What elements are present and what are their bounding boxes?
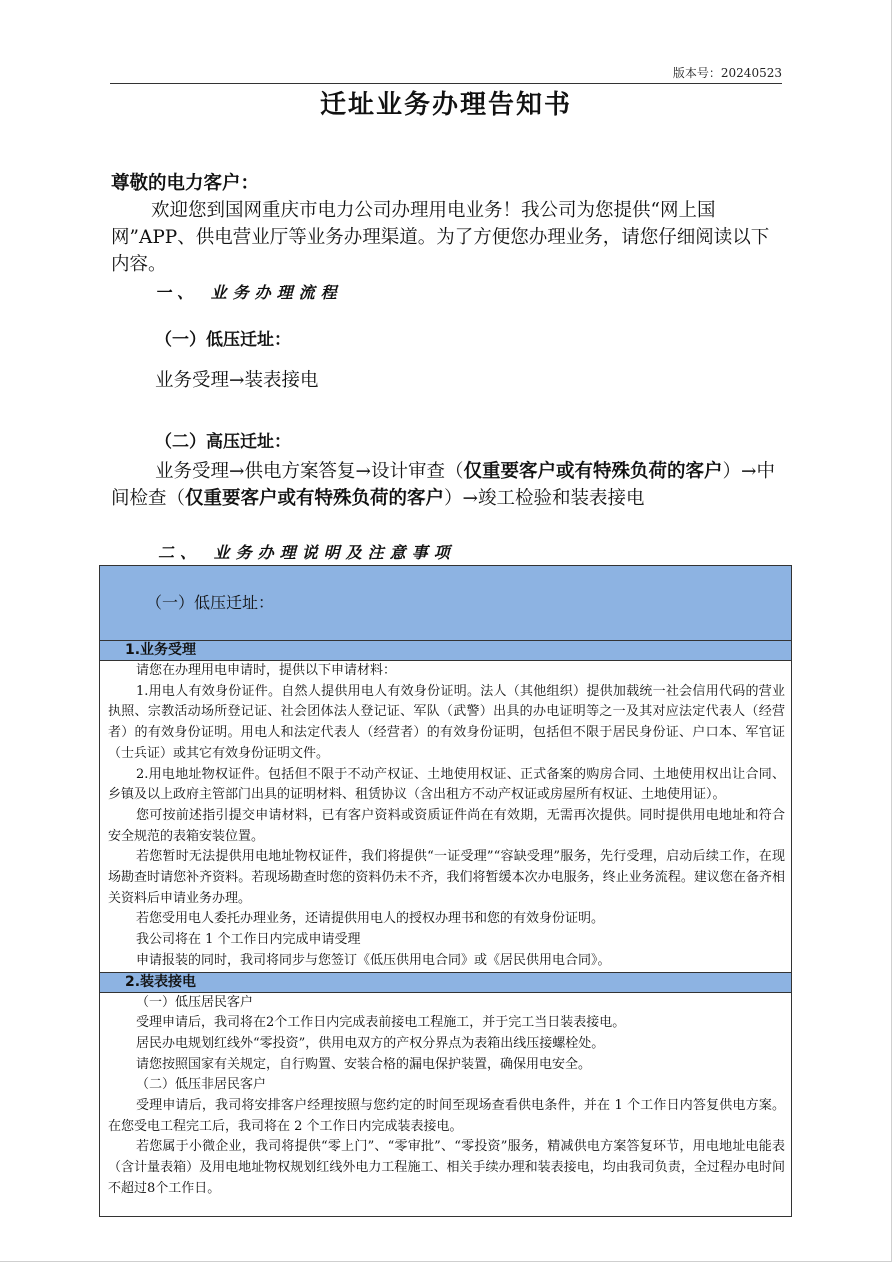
paragraph: 我公司将在 1 个工作日内完成申请受理 — [136, 932, 361, 948]
high-voltage-flow — [111, 458, 787, 512]
row-title-installation: 2.装表接电 — [100, 972, 791, 993]
salutation: 尊敬的电力客户： — [111, 173, 260, 194]
paragraph: 受理申请后，我司将在2个工作日内完成表前接电工程施工，并于完工当日装表接电。 — [136, 1015, 626, 1031]
paragraph: 2.用电地址物权证件。包括但不限于不动产权证、土地使用权证、正式备案的购房合同、土地使用权出让合同、乡镇及以上政府主管部门出具的证明材料、租赁协议（含出租方不动产权证或房屋所有权证、土地使用证）。 — [108, 766, 785, 803]
table-band-title: （一）低压迁址： — [146, 593, 275, 612]
paragraph: 受理申请后，我司将安排客户经理按照与您约定的时间至现场查看供电条件，并在 1 个工作日内答复供电方案。在您受电工程完工后，我司将在 2 个工作日内完成装表接电。 — [108, 1098, 785, 1134]
installation-content — [100, 993, 791, 1200]
paragraph: 若您暂时无法提供用电地址物权证件，我们将提供“一证受理”“容缺受理”服务，先行受理，启动后续工作，在现场勘查时请您补齐资料。若现场勘查时您的资料仍未不齐，我们将暂缓本次办电服务，终止业务流程。建议您在备齐相关资料后申请业务办理。 — [108, 849, 785, 906]
paragraph: 1.用电人有效身份证件。自然人提供用电人有效身份证明。法人（其他组织）提供加载统一社会信用代码的营业执照、宗教活动场所登记证、社会团体法人登记证、军队（武警）出具的办电证明等之一及其对应法定代表人（经营者）的有效身份证明。用电人和法定代表人（经营者）的有效身份证明，包括但不限于居民身份证、户口本、军官证（士兵证）或其它有效身份证明文件。 — [108, 683, 785, 761]
low-voltage-flow: 业务受理→装表接电 — [155, 370, 319, 391]
flow-text: 业务受理→供电方案答复→设计审查（ — [155, 461, 464, 482]
flow-note: 仅重要客户或有特殊负荷的客户 — [463, 461, 723, 482]
low-voltage-heading: （一）低压迁址： — [155, 330, 291, 350]
acceptance-content — [100, 661, 791, 972]
paragraph: 若您受用电人委托办理业务，还请提供用电人的授权办理书和您的有效身份证明。 — [136, 911, 605, 927]
paragraph: 居民办电规划红线外“零投资”，供用电双方的产权分界点为表箱出线压接螺栓处。 — [136, 1035, 605, 1051]
flow-note: 仅重要客户或有特殊负荷的客户 — [185, 488, 445, 509]
section-heading-notes: 二、 业务办理说明及注意事项 — [158, 543, 456, 562]
paragraph: 若您属于小微企业，我司将提供“零上门”、“零审批”、“零投资”服务，精减供电方案答复环节，用电地址电能表（含计量表箱）及用电地址物权规划红线外电力工程施工、相关手续办理和装表接电，均由我司负责，全过程办电时间不超过8个工作日。 — [108, 1139, 785, 1196]
row-title-acceptance: 1.业务受理 — [100, 641, 791, 661]
version-number: 版本号：20240523 — [672, 66, 782, 80]
flow-text: ）→竣工检验和装表接电 — [444, 488, 645, 509]
high-voltage-heading: （二）高压迁址： — [155, 432, 291, 452]
paragraph: 请您按照国家有关规定，自行购置、安装合格的漏电保护装置，确保用电安全。 — [136, 1056, 592, 1072]
flow-text: ）→中间检查（ — [111, 461, 776, 509]
document-title: 迁址业务办理告知书 — [319, 90, 572, 120]
table-band-header — [100, 566, 791, 641]
notes-table — [99, 565, 792, 1217]
paragraph: 请您在办理用电申请时，提供以下申请材料： — [136, 663, 397, 678]
intro-paragraph: 欢迎您到国网重庆市电力公司办理用电业务！我公司为您提供“网上国网”APP、供电营业厅等业务办理渠道。为了方便您办理业务，请您仔细阅读以下内容。 — [111, 200, 770, 275]
paragraph: 申请报装的同时，我司将同步与您签订《低压供用电合同》或《居民供用电合同》。 — [136, 952, 611, 968]
paragraph: （二）低压非居民客户 — [136, 1077, 267, 1093]
section-heading-process: 一、 业务办理流程 — [155, 283, 343, 302]
paragraph: （一）低压居民客户 — [136, 994, 254, 1010]
paragraph: 您可按前述指引提交申请材料，已有客户资料或资质证件尚在有效期，无需再次提供。同时提供用电地址和符合安全规范的表箱安装位置。 — [108, 807, 785, 844]
